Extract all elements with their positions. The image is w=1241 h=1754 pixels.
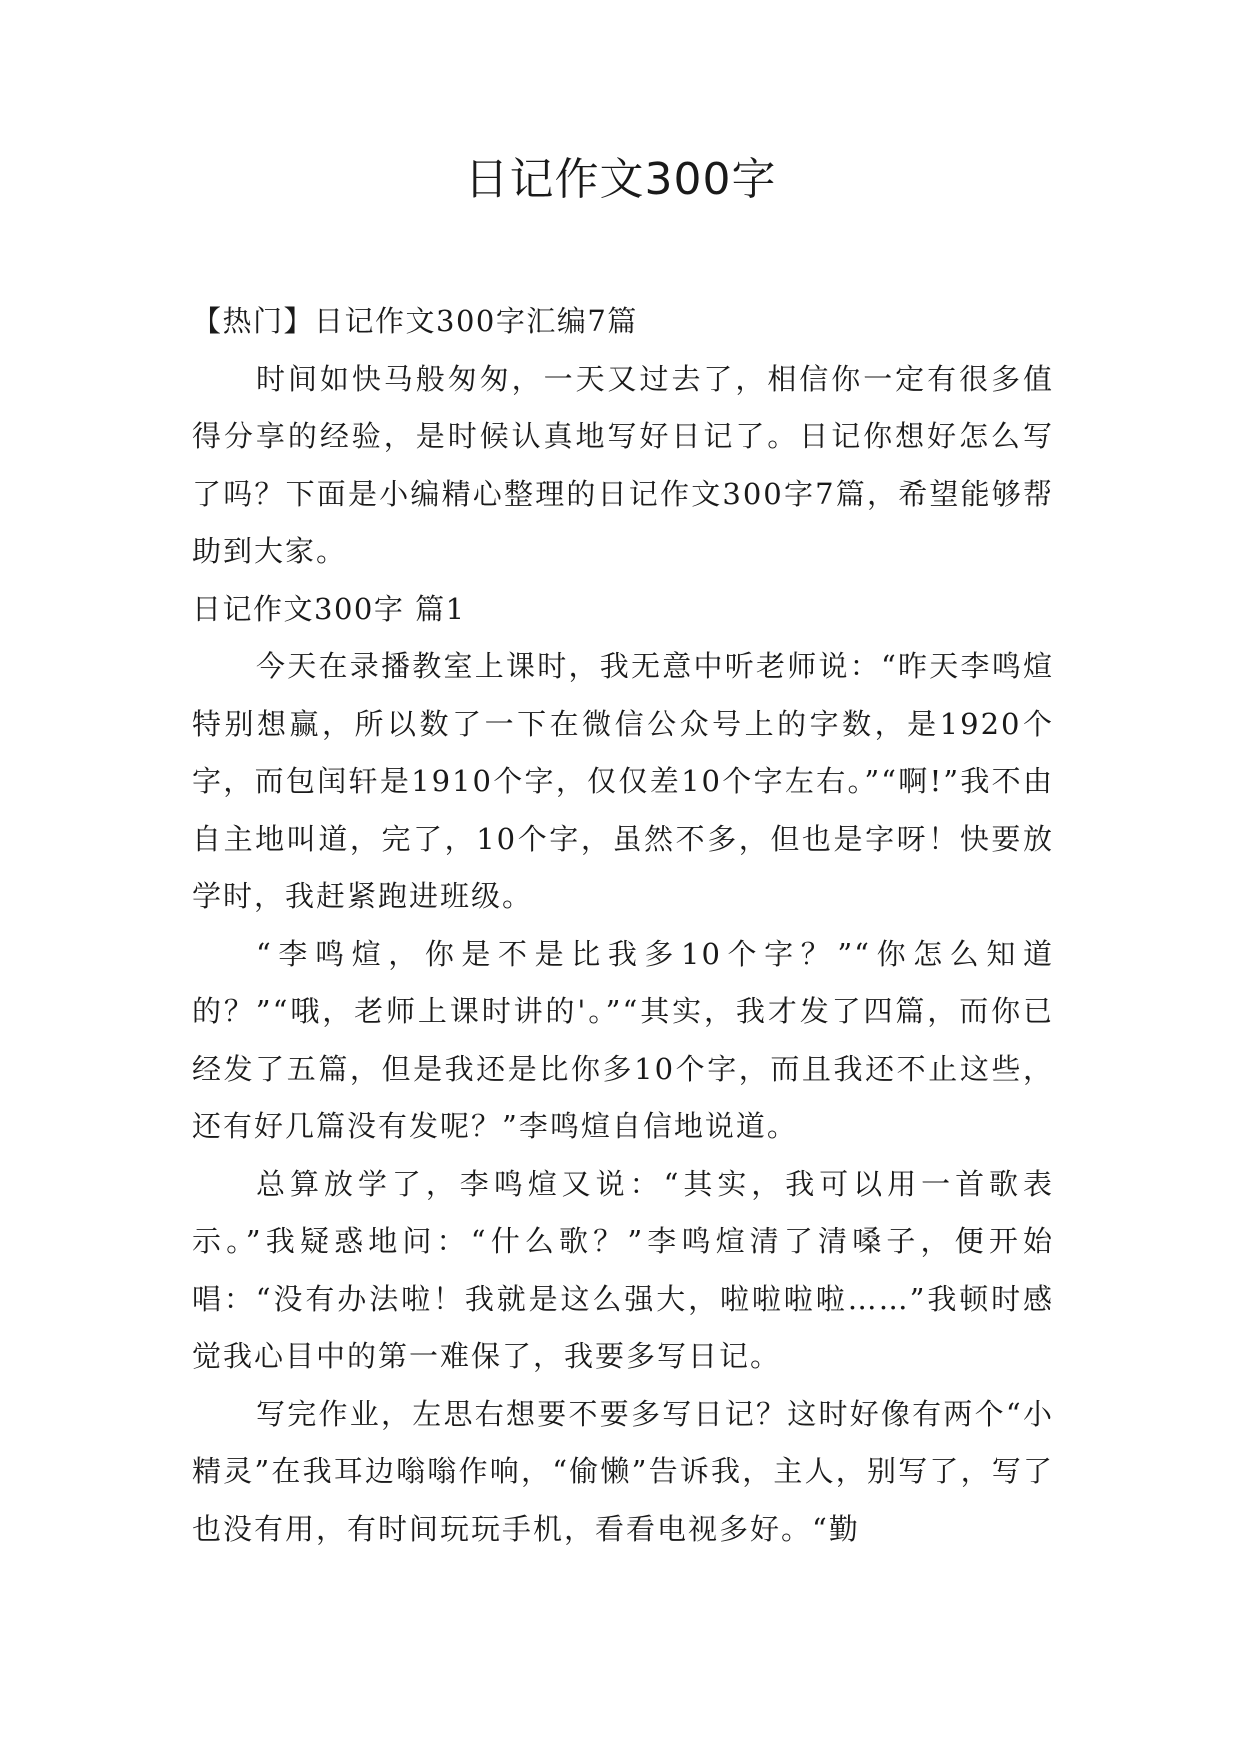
body-paragraph-1: 今天在录播教室上课时，我无意中听老师说：“昨天李鸣煊特别想赢，所以数了一下在微信公众号上的字数，是1920个字，而包闰轩是1910个字，仅仅差10个字左右。”“啊!”我不由自主地叫道，完了，10个字，虽然不多，但也是字呀！快要放学时，我赶紧跑进班级。	[192, 649, 1054, 913]
document-title: 日记作文300字	[464, 154, 777, 205]
body-paragraph-2: “李鸣煊，你是不是比我多10个字？”“你怎么知道的？”“哦，老师上课时讲的'。”“其实，我才发了四篇，而你已经发了五篇，但是我还是比你多10个字，而且我还不止这些，还有好几篇没有发呢？”李鸣煊自信地说道。	[192, 936, 1054, 1143]
intro-paragraph: 时间如快马般匆匆，一天又过去了，相信你一定有很多值得分享的经验，是时候认真地写好日记了。日记你想好怎么写了吗？下面是小编精心整理的日记作文300字7篇，希望能够帮助到大家。	[192, 361, 1054, 568]
document-body	[192, 293, 1054, 1558]
body-paragraph-4: 写完作业，左思右想要不要多写日记？这时好像有两个“小精灵”在我耳边嗡嗡作响，“偷懒”告诉我，主人，别写了，写了也没有用，有时间玩玩手机，看看电视多好。“勤	[192, 1396, 1054, 1546]
body-paragraph-3: 总算放学了，李鸣煊又说：“其实，我可以用一首歌表示。”我疑惑地问：“什么歌？”李鸣煊清了清嗓子，便开始唱：“没有办法啦！我就是这么强大，啦啦啦啦……”我顿时感觉我心目中的第一难保了，我要多写日记。	[192, 1166, 1054, 1373]
document-subtitle: 【热门】日记作文300字汇编7篇	[192, 304, 638, 338]
section-heading: 日记作文300字 篇1	[192, 591, 466, 626]
